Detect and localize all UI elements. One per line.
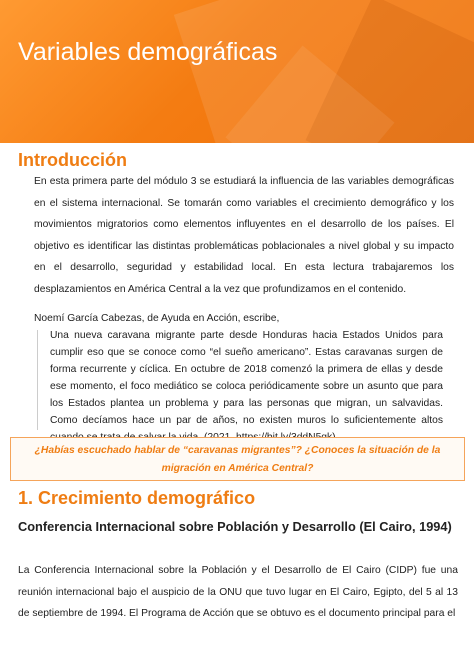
callout-box [10,437,465,481]
section-subheading: Conferencia Internacional sobre Población y Desarrollo (El Cairo, 1994) [18,519,452,534]
page-title: Variables demográficas [18,38,278,66]
block-quote: Una nueva caravana migrante parte desde Honduras hacia Estados Unidos para cumplir eso que se conoce como “el sueño americano”. Estas caravanas surgen de forma recurrente y cíclica. En octubre de 2018 comenzó la primera de ellas y desde ese momento, el foco mediático se coloca periódicamente sobre un asunto que para los Estados plantea un problema y para las personas que migran, un salvavidas. Como decíamos hace un par de años, no existen muros lo suficientemente altos [50,330,443,426]
callout-text: ¿Habías escuchado hablar de “caravanas migrantes”? ¿Conoces la situación de la migración en América Central? [34,445,441,474]
section-paragraph: La Conferencia Internacional sobre la Población y el Desarrollo de El Cairo (CIDP) fue una reunión internacional bajo el auspicio de la ONU que tuvo lugar en El Cairo, Egipto, del 5 al 13 de septiembre de 1994. El Programa de Acción que se obtuvo es el documento principal para el [18,565,458,619]
intro-heading: Introducción [18,150,127,170]
section-heading: 1. Crecimiento demográfico [18,488,256,508]
header-banner [0,0,474,143]
intro-paragraph: En esta primera parte del módulo 3 se estudiará la influencia de las variables demográficas en el sistema internacional. Se tomarán como variables el crecimiento demográfico y los movimientos migratorios como elementos influyentes en el desarrollo de los países. El objetivo es identificar las distintas problemáticas poblacionales a nivel global y su impacto en el desarrollo, seguridad y estabilidad local. En esta lectura trabajaremos los desplazamientos en América Central a la vez que profundizamos en el contenido. [34,176,454,295]
citation-intro: Noemí García Cabezas, de Ayuda en Acción, escribe, [34,313,280,324]
quote-divider [37,330,38,430]
